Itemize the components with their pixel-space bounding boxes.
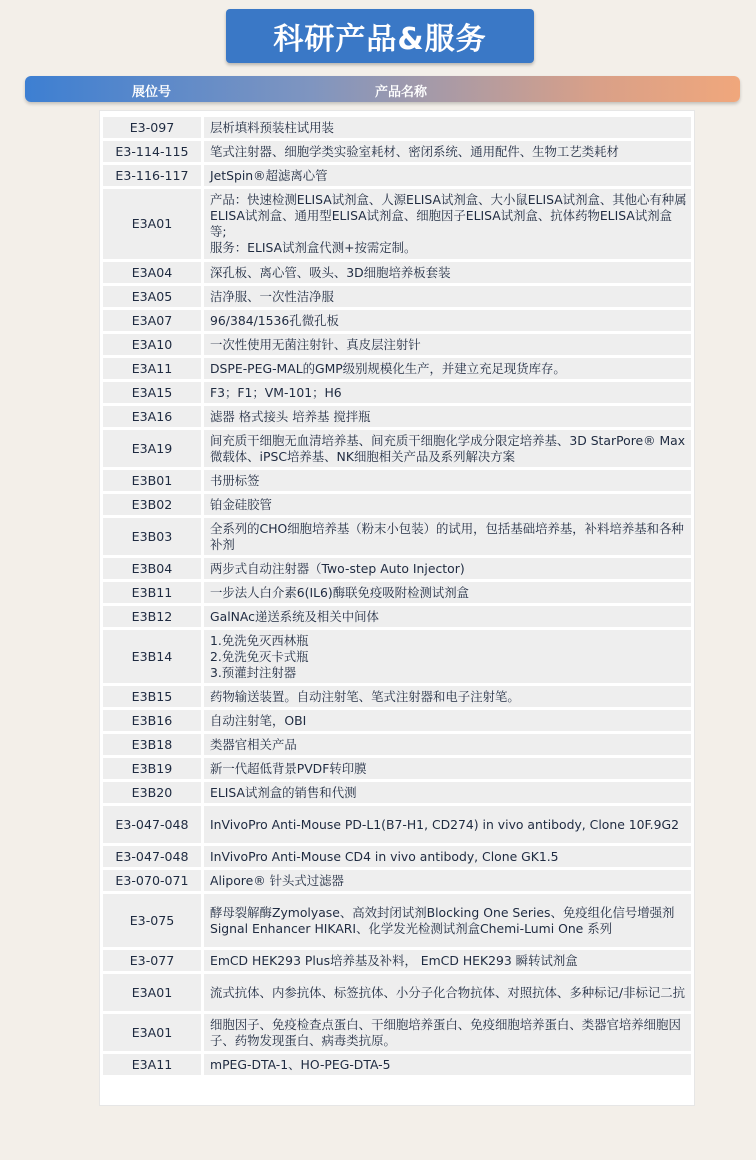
- product-name: 笔式注射器、细胞学类实验室耗材、密闭系统、通用配件、生物工艺类耗材: [204, 141, 691, 162]
- booth-number: E3-075: [103, 894, 204, 947]
- table-row: [103, 686, 691, 707]
- product-name: 自动注射笔，OBI: [204, 710, 691, 731]
- booth-number: E3-114-115: [103, 141, 204, 162]
- table-row: [103, 710, 691, 731]
- table-header: [25, 76, 740, 102]
- table-row: [103, 470, 691, 491]
- booth-number: E3B04: [103, 558, 204, 579]
- booth-number: E3A01: [103, 974, 204, 1011]
- product-name: 新一代超低背景PVDF转印膜: [204, 758, 691, 779]
- product-name: 类器官相关产品: [204, 734, 691, 755]
- product-name: 细胞因子、免疫检查点蛋白、干细胞培养蛋白、免疫细胞培养蛋白、类器官培养细胞因子、药物发现蛋白、病毒类抗原。: [204, 1014, 691, 1051]
- product-name: 产品：快速检测ELISA试剂盒、人源ELISA试剂盒、大小鼠ELISA试剂盒、其他心有种属ELISA试剂盒、通用型ELISA试剂盒、细胞因子ELISA试剂盒、抗体药物ELISA试剂盒等; 服务：ELISA试剂盒代测+按需定制。: [204, 189, 691, 259]
- booth-number: E3B18: [103, 734, 204, 755]
- booth-number: E3B03: [103, 518, 204, 555]
- table-row: [103, 165, 691, 186]
- product-name: JetSpin®超滤离心管: [204, 165, 691, 186]
- page-title: 科研产品&服务: [226, 9, 534, 63]
- table-row: [103, 117, 691, 138]
- product-name: 流式抗体、内参抗体、标签抗体、小分子化合物抗体、对照抗体、多种标记/非标记二抗: [204, 974, 691, 1011]
- product-name: 全系列的CHO细胞培养基（粉末小包装）的试用，包括基础培养基，补料培养基和各种补剂: [204, 518, 691, 555]
- booth-number: E3B01: [103, 470, 204, 491]
- product-name: 药物输送装置。自动注射笔、笔式注射器和电子注射笔。: [204, 686, 691, 707]
- product-name: DSPE-PEG-MAL的GMP级别规模化生产，并建立充足现货库存。: [204, 358, 691, 379]
- booth-number: E3B19: [103, 758, 204, 779]
- table-row: [103, 518, 691, 555]
- table-row: [103, 846, 691, 867]
- column-header-product: 产品名称: [375, 85, 428, 100]
- table-row: [103, 494, 691, 515]
- booth-number: E3A16: [103, 406, 204, 427]
- table-row: [103, 286, 691, 307]
- table-row: [103, 606, 691, 627]
- product-name: 层析填料预装柱试用装: [204, 117, 691, 138]
- booth-number: E3B11: [103, 582, 204, 603]
- booth-number: E3B16: [103, 710, 204, 731]
- table-row: [103, 758, 691, 779]
- table-row: [103, 358, 691, 379]
- table-row: [103, 894, 691, 947]
- product-name: F3；F1；VM-101；H6: [204, 382, 691, 403]
- product-name: 滤器 格式接头 培养基 搅拌瓶: [204, 406, 691, 427]
- table-row: [103, 558, 691, 579]
- product-name: mPEG-DTA-1、HO-PEG-DTA-5: [204, 1054, 691, 1075]
- table-row: [103, 310, 691, 331]
- booth-number: E3B15: [103, 686, 204, 707]
- table-row: [103, 950, 691, 971]
- booth-number: E3-077: [103, 950, 204, 971]
- booth-number: E3A11: [103, 1054, 204, 1075]
- booth-number: E3A07: [103, 310, 204, 331]
- table-row: [103, 430, 691, 467]
- product-name: 96/384/1536孔微孔板: [204, 310, 691, 331]
- product-name: 洁净服、一次性洁净服: [204, 286, 691, 307]
- table-row: [103, 262, 691, 283]
- booth-number: E3A05: [103, 286, 204, 307]
- product-name: 两步式自动注射器（Two-step Auto Injector): [204, 558, 691, 579]
- table-row: [103, 334, 691, 355]
- product-name: 一步法人白介素6(IL6)酶联免疫吸附检测试剂盒: [204, 582, 691, 603]
- table-row: [103, 782, 691, 803]
- product-name: 一次性使用无菌注射针、真皮层注射针: [204, 334, 691, 355]
- table-row: [103, 141, 691, 162]
- product-name: Alipore® 针头式过滤器: [204, 870, 691, 891]
- booth-number: E3B20: [103, 782, 204, 803]
- booth-number: E3A04: [103, 262, 204, 283]
- product-name: 深孔板、离心管、吸头、3D细胞培养板套装: [204, 262, 691, 283]
- booth-number: E3-070-071: [103, 870, 204, 891]
- product-name: EmCD HEK293 Plus培养基及补料， EmCD HEK293 瞬转试剂盒: [204, 950, 691, 971]
- table-row: [103, 406, 691, 427]
- product-name: InVivoPro Anti-Mouse CD4 in vivo antibody, Clone GK1.5: [204, 846, 691, 867]
- table-row: [103, 582, 691, 603]
- product-name: 书册标签: [204, 470, 691, 491]
- booth-number: E3B14: [103, 630, 204, 683]
- table-row: [103, 630, 691, 683]
- product-name: GalNAc递送系统及相关中间体: [204, 606, 691, 627]
- booth-number: E3A15: [103, 382, 204, 403]
- product-name: 铂金硅胶管: [204, 494, 691, 515]
- product-name: 酵母裂解酶Zymolyase、高效封闭试剂Blocking One Series、免疫组化信号增强剂Signal Enhancer HIKARI、化学发光检测试剂盒Chemi-Lumi One 系列: [204, 894, 691, 947]
- table-row: [103, 870, 691, 891]
- table-row: [103, 734, 691, 755]
- booth-number: E3A10: [103, 334, 204, 355]
- booth-number: E3A11: [103, 358, 204, 379]
- product-name: ELISA试剂盒的销售和代测: [204, 782, 691, 803]
- booth-number: E3-047-048: [103, 806, 204, 843]
- table-row: [103, 1054, 691, 1075]
- product-table: [99, 110, 695, 1106]
- table-row: [103, 189, 691, 259]
- table-row: [103, 1014, 691, 1051]
- column-header-booth: 展位号: [132, 85, 172, 100]
- table-row: [103, 382, 691, 403]
- booth-number: E3B12: [103, 606, 204, 627]
- booth-number: E3-116-117: [103, 165, 204, 186]
- booth-number: E3A01: [103, 189, 204, 259]
- product-name: 1.免洗免灭西林瓶 2.免洗免灭卡式瓶 3.预灌封注射器: [204, 630, 691, 683]
- booth-number: E3A01: [103, 1014, 204, 1051]
- booth-number: E3-047-048: [103, 846, 204, 867]
- booth-number: E3B02: [103, 494, 204, 515]
- product-name: 间充质干细胞无血清培养基、间充质干细胞化学成分限定培养基、3D StarPore® Max 微载体、iPSC培养基、NK细胞相关产品及系列解决方案: [204, 430, 691, 467]
- table-row: [103, 974, 691, 1011]
- table-row: [103, 806, 691, 843]
- booth-number: E3A19: [103, 430, 204, 467]
- product-name: InVivoPro Anti-Mouse PD-L1(B7-H1, CD274) in vivo antibody, Clone 10F.9G2: [204, 806, 691, 843]
- booth-number: E3-097: [103, 117, 204, 138]
